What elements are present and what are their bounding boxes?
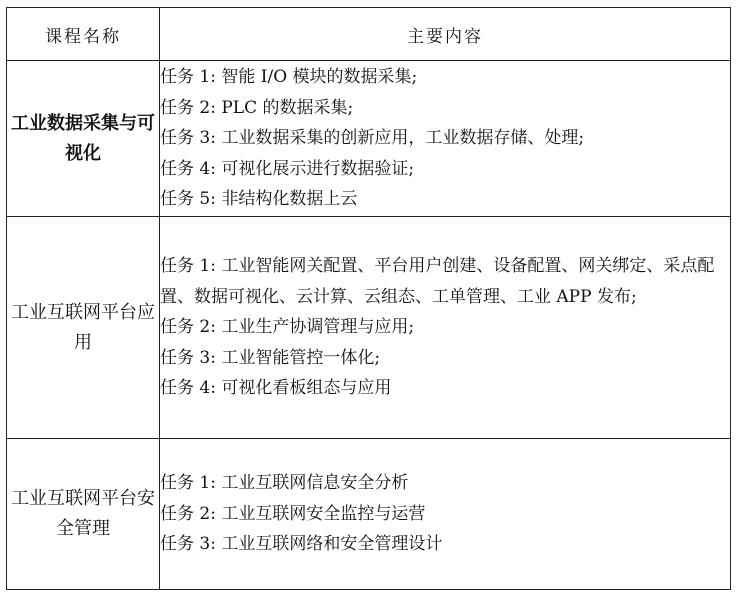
task-text: 非结构化数据上云 [221, 189, 358, 210]
header-main-content: 主要内容 [160, 8, 731, 61]
course-name-cell: 工业互联网平台安全管理 [7, 439, 160, 590]
header-course-name: 课程名称 [7, 8, 160, 61]
task-text: 智能 I/O 模块的数据采集; [221, 67, 418, 88]
course-name-cell: 工业数据采集与可视化 [7, 61, 160, 217]
task-label: 任务 4: [160, 158, 216, 179]
task-label: 任务 1: [160, 473, 216, 494]
task-list [160, 468, 730, 560]
task-item [160, 468, 730, 499]
task-label: 任务 1: [160, 67, 216, 88]
task-label: 任务 3: [160, 347, 216, 368]
task-label: 任务 1: [160, 256, 216, 277]
task-label: 任务 2: [160, 317, 216, 338]
task-label: 任务 5: [160, 189, 216, 210]
task-text: 工业智能网关配置、平台用户创建、设备配置、网关绑定、采点配置、数据可视化、云计算、云组态、工单管理、工业 APP 发布; [160, 256, 715, 307]
task-item [160, 93, 730, 124]
task-item [160, 123, 730, 154]
task-item [160, 251, 730, 312]
task-label: 任务 3: [160, 128, 216, 149]
task-text: PLC 的数据采集; [221, 97, 354, 118]
content-cell [160, 217, 731, 439]
curriculum-table [6, 7, 731, 590]
task-text: 工业智能管控一体化; [221, 347, 381, 368]
task-text: 可视化看板组态与应用 [221, 378, 392, 399]
task-label: 任务 2: [160, 97, 216, 118]
task-item [160, 529, 730, 560]
table-row [7, 61, 731, 217]
content-cell [160, 61, 731, 217]
table-row [7, 439, 731, 590]
task-label: 任务 4: [160, 378, 216, 399]
course-name-cell: 工业互联网平台应用 [7, 217, 160, 439]
table-row [7, 217, 731, 439]
task-item [160, 154, 730, 185]
table-header-row [7, 8, 731, 61]
task-item [160, 184, 730, 215]
task-text: 工业生产协调管理与应用; [221, 317, 415, 338]
content-cell [160, 439, 731, 590]
task-item [160, 62, 730, 93]
task-item [160, 373, 730, 404]
task-label: 任务 3: [160, 534, 216, 555]
task-item [160, 499, 730, 530]
task-text: 可视化展示进行数据验证; [221, 158, 415, 179]
task-label: 任务 2: [160, 503, 216, 524]
task-text: 工业数据采集的创新应用，工业数据存储、处理; [221, 128, 585, 149]
task-list [160, 62, 730, 215]
task-text: 工业互联网信息安全分析 [221, 473, 409, 494]
task-item [160, 343, 730, 374]
task-text: 工业互联网络和安全管理设计 [221, 534, 443, 555]
task-item [160, 312, 730, 343]
task-text: 工业互联网安全监控与运营 [221, 503, 426, 524]
task-list [160, 251, 730, 404]
